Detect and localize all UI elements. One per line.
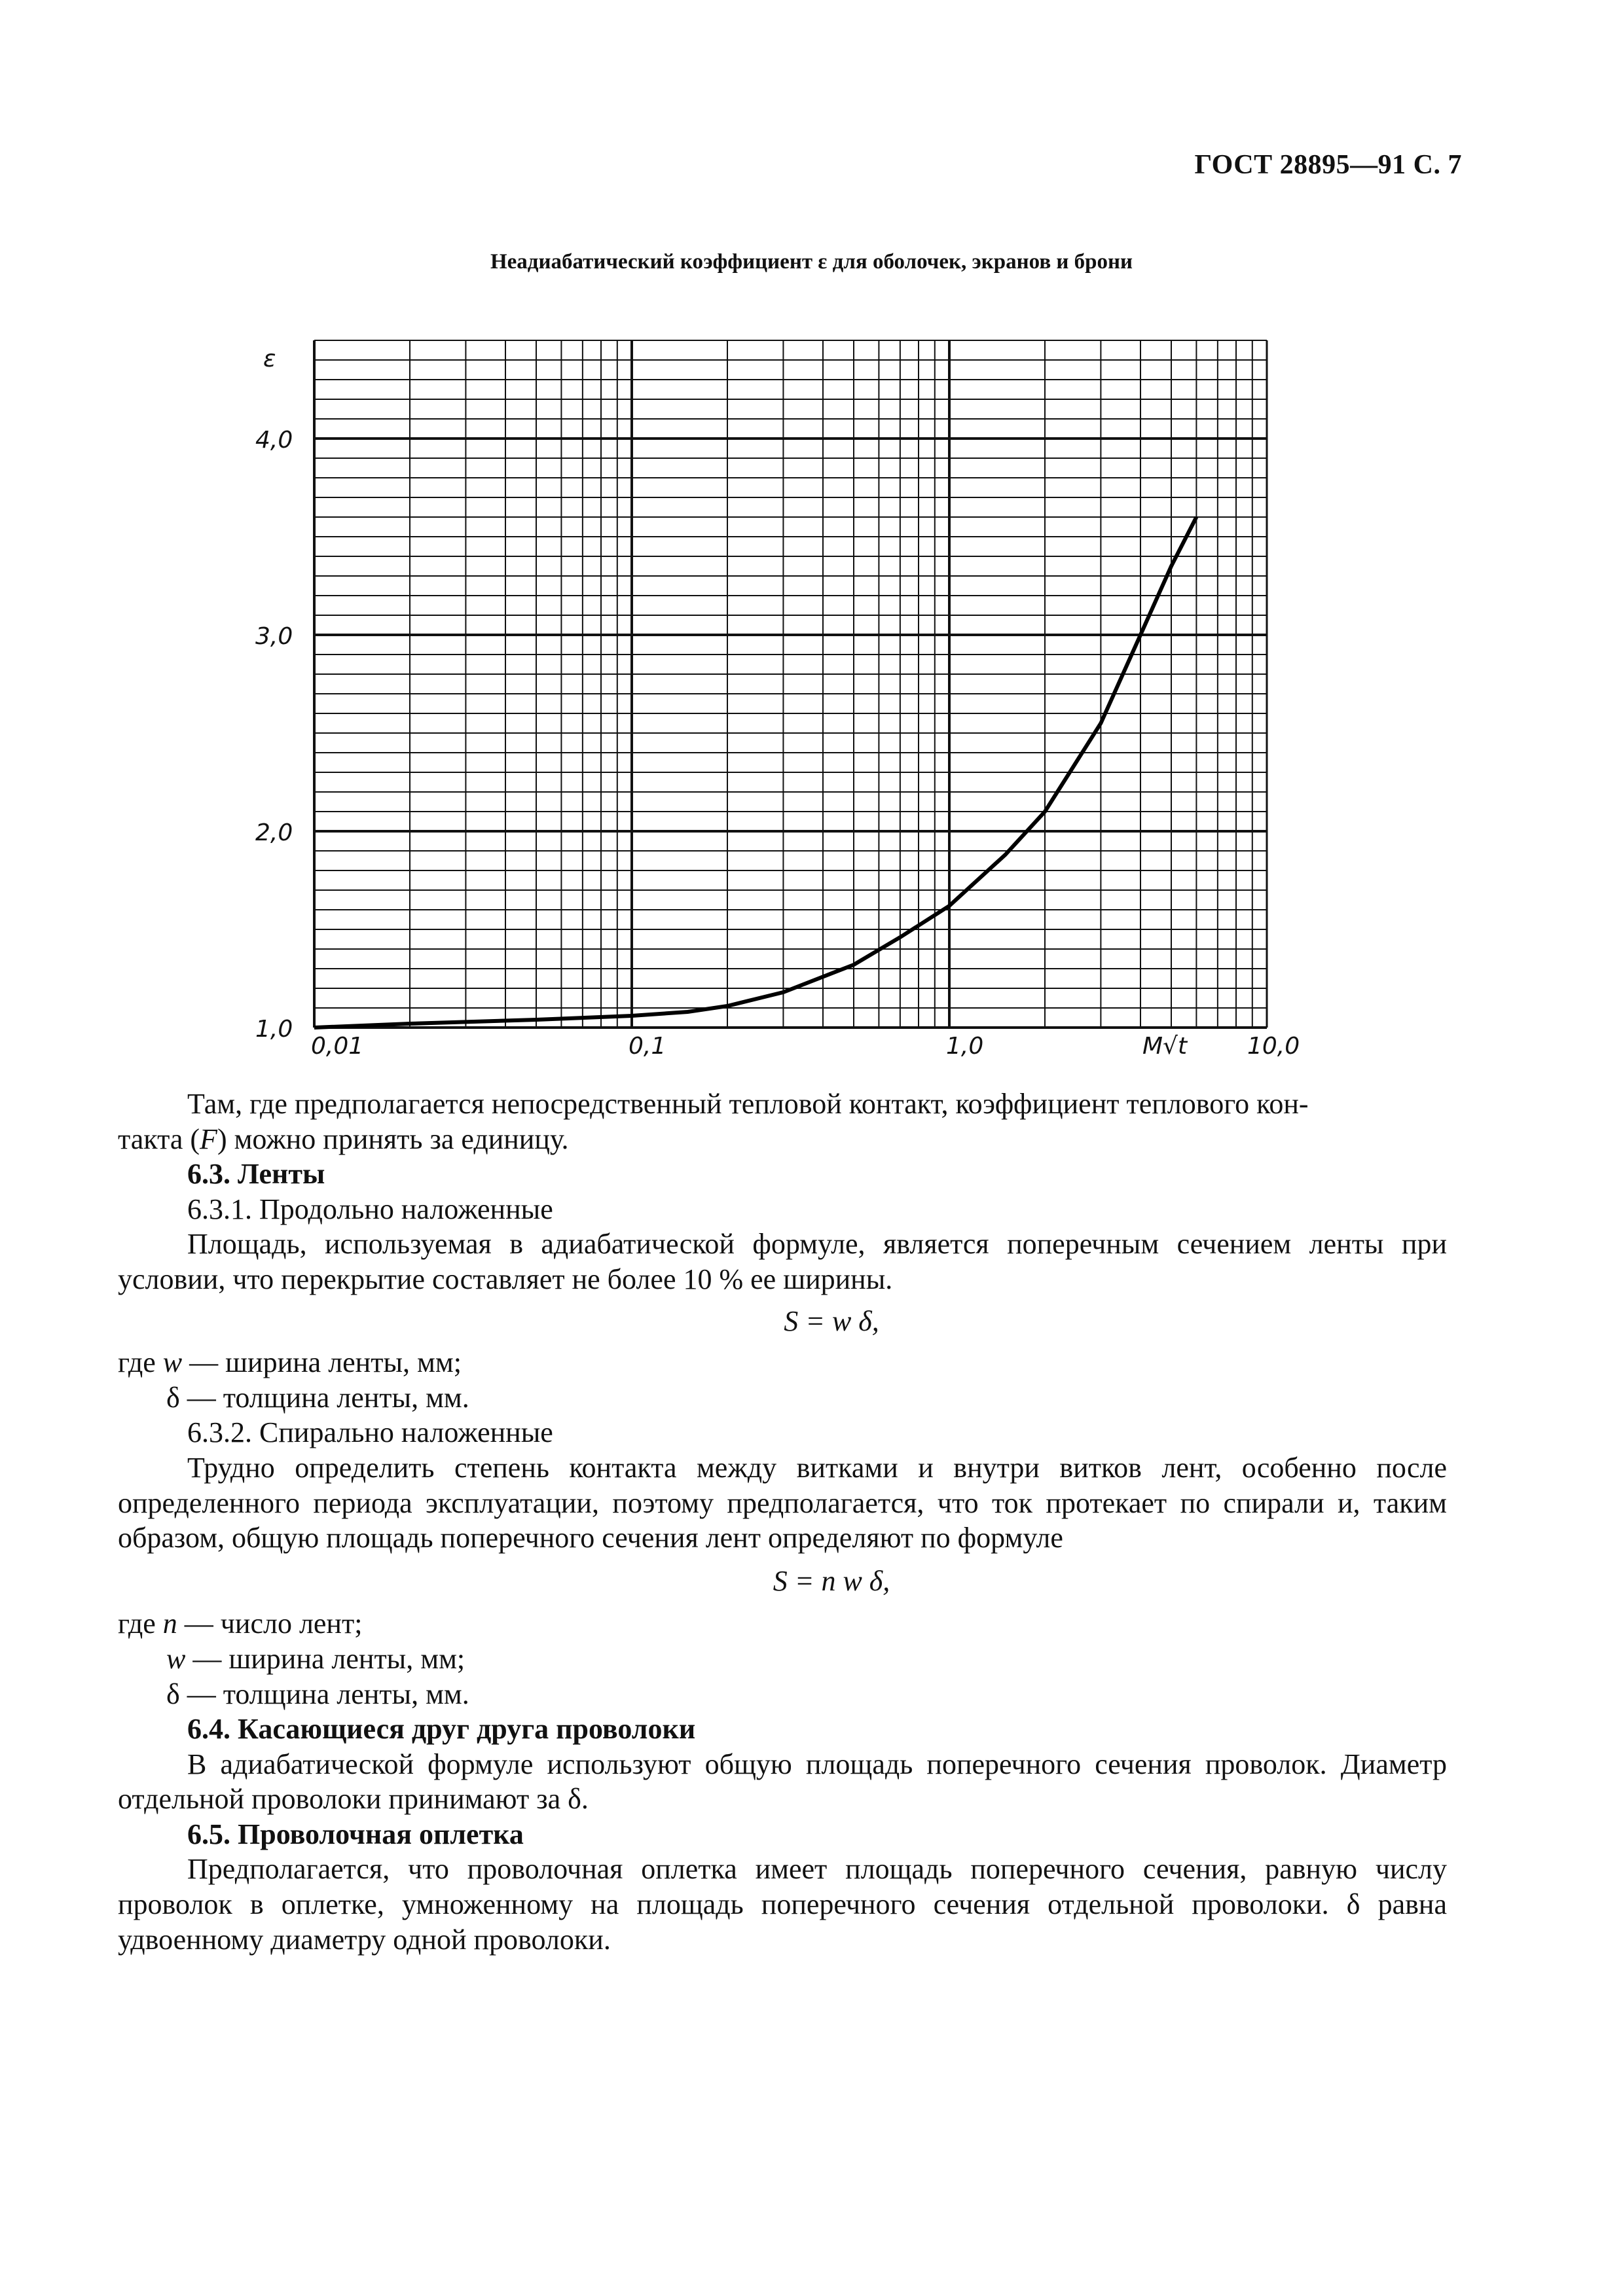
heading-6-4: 6.4. Касающиеся друг друга проволоки (187, 1713, 696, 1746)
paragraph-4: В адиабатической формуле используют общую площадь поперечного сечения проволок. Диаметр отдельной проволоки принимают за δ. (118, 1748, 1447, 1816)
paragraph-2: Площадь, используемая в адиабатической формуле, является поперечным сечением ленты при условии, что перекрытие составляет не более 10 % ее ширины. (118, 1228, 1447, 1295)
y-axis-label: ε (263, 346, 276, 372)
y-tick-label: 3,0 (255, 623, 293, 650)
paragraph-3: Трудно определить степень контакта между витками и внутри витков лент, особенно после определенного периода эксплуатации, поэтому предполагается, что ток протекает по спирали и, таким образом, общую площадь поперечного сечения лент определяют по формуле (118, 1451, 1447, 1554)
y-tick-label: 2,0 (255, 819, 293, 846)
where-2: где n — число лент; (118, 1607, 363, 1640)
x-tick-label: 10,0 (1247, 1033, 1300, 1060)
paragraph-5: Предполагается, что проволочная оплетка имеет площадь поперечного сечения, равную числу проволок в оплетке, умноженному на площадь поперечного сечения отдельной проволоки. δ равна удвоенному диаметру одной проволоки. (118, 1853, 1447, 1956)
body-text (118, 1086, 1447, 1957)
paragraph-1-cont: такта (F) можно принять за единицу. (118, 1122, 569, 1155)
paragraph-1: Там, где предполагается непосредственный тепловой контакт, коэффициент теплового кон- (187, 1088, 1309, 1120)
formula-2: S = n w δ, (773, 1564, 890, 1597)
where-1b: δ — толщина ленты, мм. (166, 1381, 469, 1414)
x-tick-label: 0,01 (311, 1033, 364, 1060)
formula-1: S = w δ, (784, 1304, 879, 1337)
epsilon-chart (236, 314, 1336, 1073)
x-tick-label: 1,0 (946, 1033, 984, 1060)
x-axis-label: M√t (1142, 1033, 1188, 1060)
page-header: ГОСТ 28895—91 С. 7 (1194, 150, 1462, 180)
chart-grid (314, 340, 1267, 1028)
where-2c: δ — толщина ленты, мм. (166, 1677, 469, 1710)
heading-6-3: 6.3. Ленты (187, 1158, 325, 1191)
where-1: где w — ширина ленты, мм; (118, 1346, 462, 1379)
figure-title: Неадиабатический коэффициент ε для оболочек, экранов и брони (490, 250, 1133, 274)
y-tick-label: 4,0 (255, 427, 293, 454)
heading-6-3-2: 6.3.2. Спирально наложенные (187, 1416, 553, 1449)
heading-6-5: 6.5. Проволочная оплетка (187, 1818, 524, 1850)
heading-6-3-1: 6.3.1. Продольно наложенные (187, 1193, 553, 1225)
where-2b: w — ширина ленты, мм; (166, 1642, 465, 1675)
y-tick-label: 1,0 (255, 1016, 293, 1043)
chart-ticks (255, 427, 1300, 1060)
x-tick-label: 0,1 (629, 1033, 666, 1060)
